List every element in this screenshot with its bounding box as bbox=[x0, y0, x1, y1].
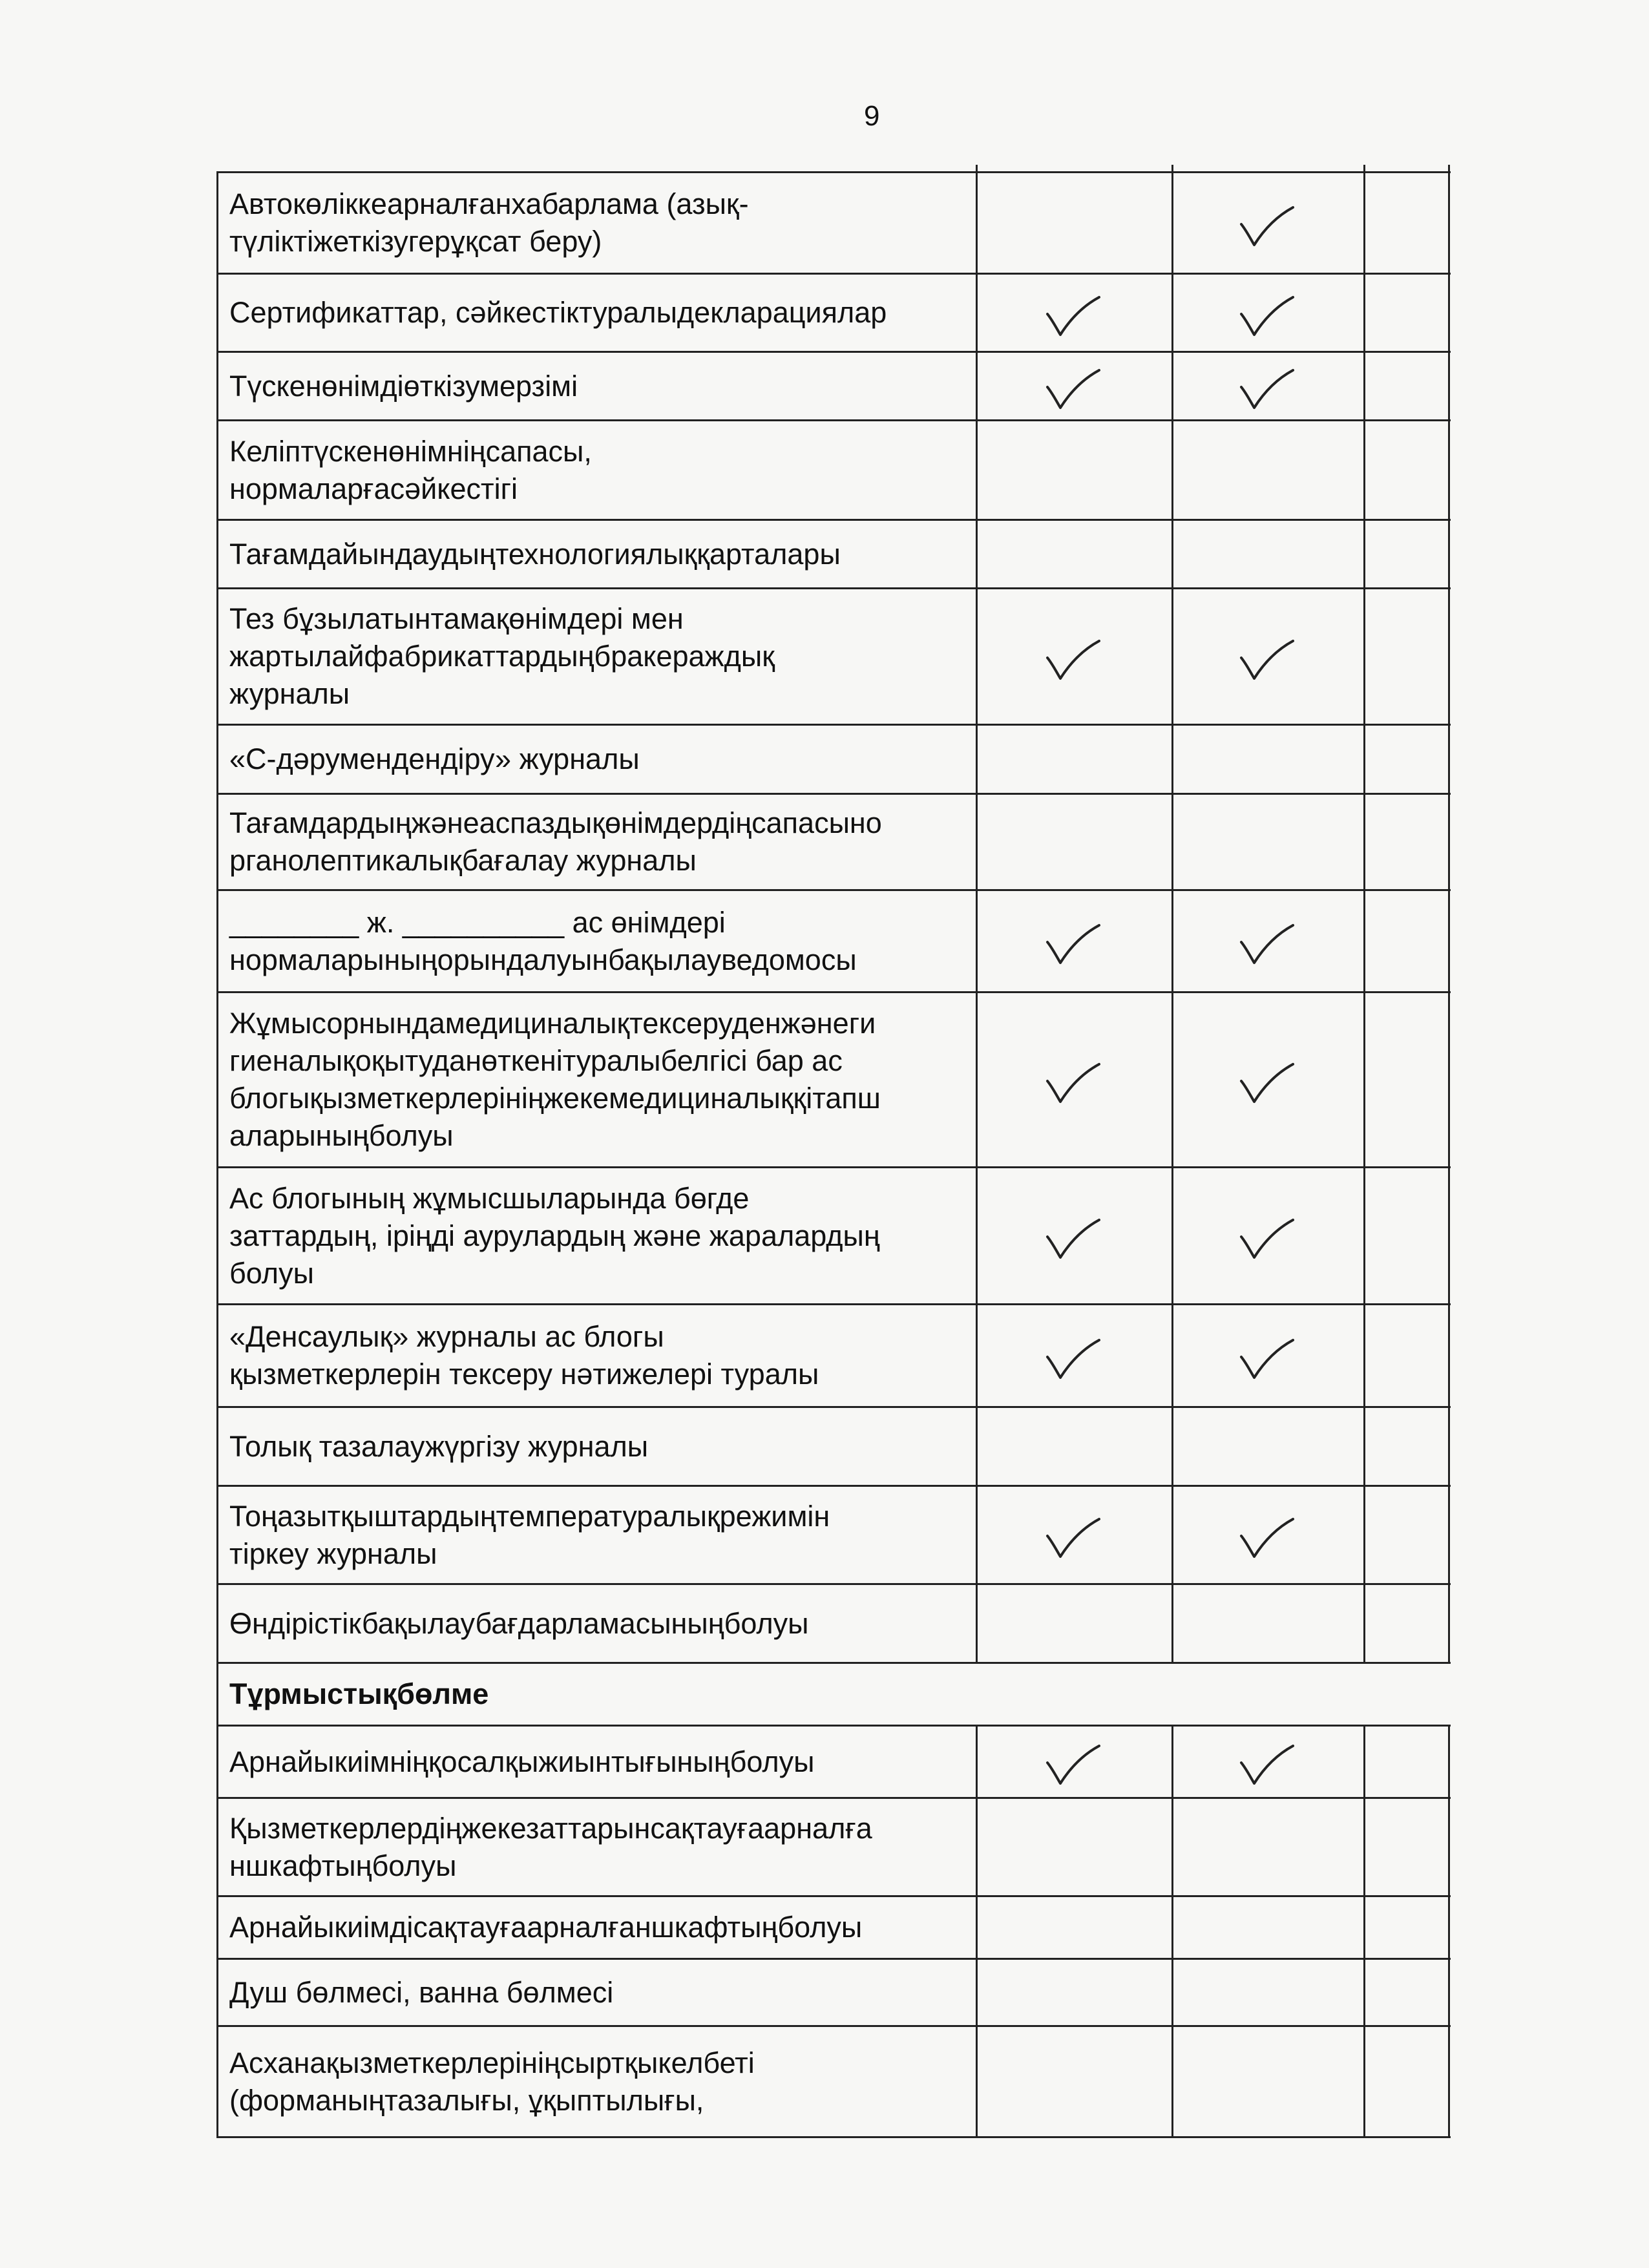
checkmark-icon bbox=[1237, 368, 1296, 413]
item-label: Арнайыкиімдісақтауғаарналғаншкафтыңболуы bbox=[229, 1911, 863, 1944]
checklist-table bbox=[216, 171, 1451, 2165]
checkmark-icon bbox=[1237, 1517, 1296, 1562]
item-label: Ас блогының жұмысшыларында бөгде заттардың, іріңді аурулардың және жаралардың болуы bbox=[229, 1181, 880, 1290]
item-label: Душ бөлмесі, ванна бөлмесі bbox=[229, 1975, 614, 2009]
item-label: «Денсаулық» журналы ас блогы қызметкерлерін тексеру нәтижелері туралы bbox=[229, 1320, 819, 1391]
section-header-row bbox=[216, 1662, 1451, 1725]
table-row bbox=[216, 519, 1451, 587]
checkmark-icon bbox=[1044, 1517, 1102, 1562]
item-label: Сертификаттар, сәйкестіктуралыдекларациялар bbox=[229, 296, 887, 329]
table-row bbox=[216, 1166, 1451, 1303]
item-label: Жұмысорнындамедициналықтексеруденжәнеги гиеналықоқытуданөткенітуралыбелгісі бар ас блогықызметкерлерініңжекемедициналыққітапш аларыныңболуы bbox=[229, 1007, 881, 1152]
table-row bbox=[216, 1406, 1451, 1485]
item-label: Тоңазытқыштардыңтемпературалықрежимін тіркеу журналы bbox=[229, 1499, 830, 1570]
checkmark-icon bbox=[1237, 638, 1296, 684]
item-label: Арнайыкиімніңқосалқыжиынтығыныңболуы bbox=[229, 1745, 815, 1778]
checkmark-icon bbox=[1237, 1338, 1296, 1383]
column-divider bbox=[1363, 165, 1365, 1662]
table-row bbox=[216, 1303, 1451, 1406]
table-right-border bbox=[1448, 1725, 1450, 2138]
item-label: Өндірістікбақылаубағдарламасыныңболуы bbox=[229, 1606, 809, 1640]
table-row bbox=[216, 1958, 1451, 2025]
checkmark-icon bbox=[1044, 1062, 1102, 1107]
table-row bbox=[216, 419, 1451, 519]
checkmark-icon bbox=[1044, 923, 1102, 968]
table-row bbox=[216, 793, 1451, 889]
column-divider bbox=[976, 165, 978, 1662]
checkmark-icon bbox=[1044, 295, 1102, 340]
item-label: Тағамдардыңжәнеаспаздықөнімдердіңсапасыно рганолептикалықбағалау журналы bbox=[229, 806, 882, 877]
checkmark-icon bbox=[1237, 1062, 1296, 1107]
item-label: Толық тазалаужүргізу журналы bbox=[229, 1429, 649, 1463]
item-label: Түскенөнімдіөткізумерзімі bbox=[229, 369, 578, 403]
table-row bbox=[216, 991, 1451, 1166]
checkmark-icon bbox=[1237, 205, 1296, 250]
table-row bbox=[216, 1583, 1451, 1662]
table-right-border bbox=[1448, 165, 1450, 1662]
table-row bbox=[216, 171, 1451, 273]
checkmark-icon bbox=[1044, 1743, 1102, 1789]
checkmark-icon bbox=[1237, 1743, 1296, 1789]
item-label: Автокөліккеарналғанхабарлама (азық- түліктіжеткізугерұқсат беру) bbox=[229, 187, 749, 258]
checkmark-icon bbox=[1044, 638, 1102, 684]
table-row bbox=[216, 724, 1451, 793]
table-left-border bbox=[216, 171, 218, 2138]
table-row bbox=[216, 1895, 1451, 1958]
item-label: Келіптүскенөнімніңсапасы, нормаларғасәйкестігі bbox=[229, 434, 592, 505]
table-row bbox=[216, 889, 1451, 991]
column-divider bbox=[976, 1725, 978, 2138]
item-label: ________ ж. __________ ас өнімдері нормаларыныңорындалуынбақылауведомосы bbox=[229, 905, 857, 976]
page-number: 9 bbox=[864, 100, 880, 132]
item-label: Асханақызметкерлерініңсыртқыкелбеті (форманыңтазалығы, ұқыптылығы, bbox=[229, 2046, 755, 2117]
table-row bbox=[216, 2025, 1451, 2138]
table-row bbox=[216, 587, 1451, 724]
item-label: Тез бұзылатынтамақөнімдері мен жартылайфабрикаттардыңбракераждық журналы bbox=[229, 602, 775, 710]
item-label: Тағамдайындаудыңтехнологиялыққарталары bbox=[229, 537, 841, 571]
table-row bbox=[216, 351, 1451, 419]
table-row bbox=[216, 1725, 1451, 1797]
column-divider bbox=[1171, 165, 1173, 1662]
column-divider bbox=[1363, 1725, 1365, 2138]
checkmark-icon bbox=[1237, 1217, 1296, 1263]
checkmark-icon bbox=[1044, 368, 1102, 413]
item-label: Қызметкерлердіңжекезаттарынсақтауғаарналға ншкафтыңболуы bbox=[229, 1811, 872, 1882]
checkmark-icon bbox=[1237, 923, 1296, 968]
checkmark-icon bbox=[1044, 1217, 1102, 1263]
table-row bbox=[216, 1485, 1451, 1583]
item-label: «С-дәрумендендіру» журналы bbox=[229, 742, 640, 775]
checkmark-icon bbox=[1237, 295, 1296, 340]
section-title: Тұрмыстықбөлме bbox=[229, 1677, 489, 1710]
column-divider bbox=[1171, 1725, 1173, 2138]
table-row bbox=[216, 1797, 1451, 1895]
table-row bbox=[216, 273, 1451, 351]
checkmark-icon bbox=[1044, 1338, 1102, 1383]
